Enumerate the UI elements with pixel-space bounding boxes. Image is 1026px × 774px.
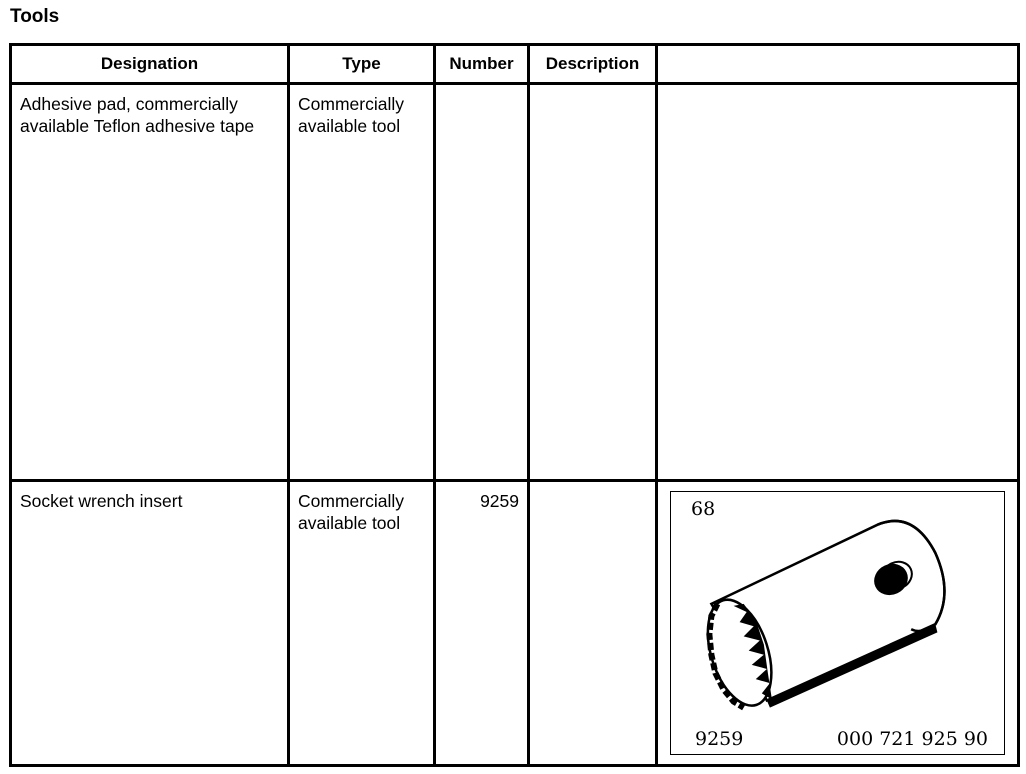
column-header-designation: Designation (11, 45, 289, 84)
table-header-row (11, 45, 1019, 84)
column-header-illustration (657, 45, 1019, 84)
page-title: Tools (10, 6, 60, 27)
number-text: 9259 (480, 490, 519, 511)
cell-number (435, 480, 529, 765)
figure-label: 68 (691, 497, 716, 520)
cell-illustration-empty (657, 84, 1019, 481)
cell-number (435, 84, 529, 481)
designation-text: Socket wrench insert (20, 490, 183, 511)
illustration-number-label: 9259 (695, 728, 744, 750)
number-text (436, 85, 527, 93)
designation-text: Adhesive pad, commercially available Teflon adhesive tape (20, 94, 255, 136)
description-text (530, 482, 655, 490)
socket-wrench-insert-icon (671, 492, 1004, 754)
column-header-number: Number (435, 45, 529, 84)
tools-table (9, 43, 1020, 767)
type-text: Commercially available tool (298, 94, 404, 136)
description-text (530, 85, 655, 93)
column-header-description: Description (529, 45, 657, 84)
cell-type (289, 480, 435, 765)
table-row (11, 84, 1019, 481)
type-text: Commercially available tool (298, 490, 404, 533)
table-row (11, 480, 1019, 765)
cell-type (289, 84, 435, 481)
cell-description (529, 84, 657, 481)
cell-description (529, 480, 657, 765)
illustration-frame (670, 491, 1005, 755)
cell-illustration (657, 480, 1019, 765)
column-header-type: Type (289, 45, 435, 84)
cell-designation (11, 84, 289, 481)
part-number-label: 000 721 925 90 (836, 728, 988, 750)
cell-designation (11, 480, 289, 765)
